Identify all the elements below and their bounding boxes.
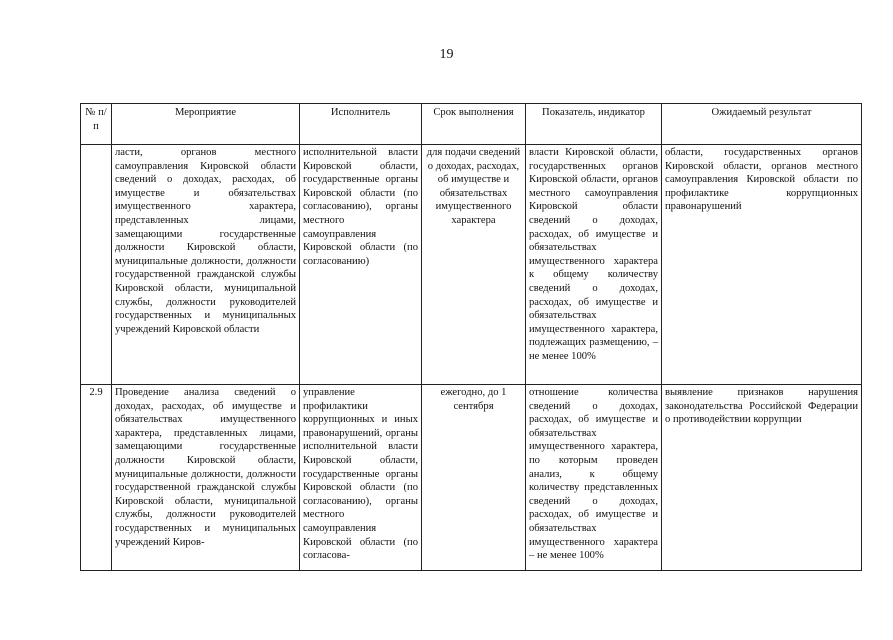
cell-result: выявление признаков нарушения законодательства Российской Федерации о противодействии коррупции <box>662 385 862 571</box>
cell-event: Проведение анализа сведений о доходах, расходах, об имуществе и обязательствах имущественного характера, представленных лицами, замещающими государственные должности Кировской области, муниципальные должности, должности государственной гражданской службы Кировской области, муниципальной службы, должности руководителей государственных и муниципальных учреждений Киров- <box>112 385 300 571</box>
header-deadline: Срок выполнения <box>422 104 526 145</box>
header-result: Ожидаемый результат <box>662 104 862 145</box>
table-row <box>81 145 862 385</box>
cell-deadline: ежегодно, до 1 сентября <box>422 385 526 571</box>
cell-event: ласти, органов местного самоуправления Кировской области сведений о доходах, расходах, об имуществе и обязательствах имущественного характера, представленных лицами, замещающими государственные должности Кировской области, муниципальные должности, должности государственной гражданской службы Кировской области, муниципальной службы, должности руководителей государственных и муниципальных учреждений Кировской области <box>112 145 300 385</box>
cell-num: 2.9 <box>81 385 112 571</box>
table-header-row <box>81 104 862 145</box>
cell-result: области, государственных органов Кировской области, органов местного самоуправления Кировской области по профилактике коррупционных правонарушений <box>662 145 862 385</box>
cell-executor: исполнительной власти Кировской области, государственные органы Кировской области (по согласованию), органы местного самоуправления Кировской области (по согласованию) <box>300 145 422 385</box>
table-row <box>81 385 862 571</box>
header-executor: Исполнитель <box>300 104 422 145</box>
header-indicator: Показатель, индикатор <box>526 104 662 145</box>
measures-table <box>80 103 862 571</box>
cell-num <box>81 145 112 385</box>
header-num: № п/п <box>81 104 112 145</box>
cell-indicator: власти Кировской области, государственных органов Кировской области, органов местного самоуправления Кировской области сведений о доходах, расходах, об имуществе и обязательствах имущественного характера к общему количеству сведений о доходах, расходах, об имуществе и обязательствах имущественного характера, подлежащих размещению, – не менее 100% <box>526 145 662 385</box>
cell-indicator: отношение количества сведений о доходах, расходах, об имуществе и обязательствах имущественного характера, по которым проведен анализ, к общему количеству представленных сведений о доходах, расходах, об имуществе и обязательствах имущественного характера – не менее 100% <box>526 385 662 571</box>
cell-deadline: для подачи сведений о доходах, расходах, об имуществе и обязательствах имущественного характера <box>422 145 526 385</box>
header-event: Мероприятие <box>112 104 300 145</box>
cell-executor: управление профилактики коррупционных и иных правонарушений, органы исполнительной власти Кировской области, государственные органы Кировской области (по согласованию), органы местного самоуправления Кировской области (по согласова- <box>300 385 422 571</box>
page-number: 19 <box>439 47 454 62</box>
